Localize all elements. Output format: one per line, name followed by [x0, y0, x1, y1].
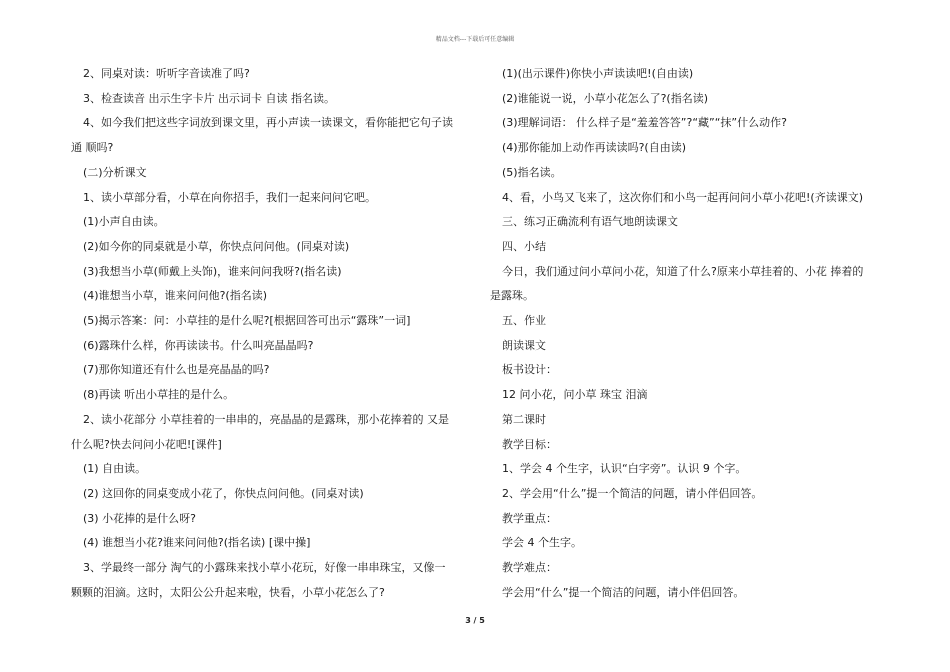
- text-line: 3、检查读音 出示生字卡片 出示词卡 自读 指名读。: [83, 91, 335, 105]
- text-line: (7)那你知道还有什么也是亮晶晶的吗?: [83, 363, 270, 377]
- text-line: (4)那你能加上动作再读读吗?(自由读): [502, 141, 687, 155]
- page-header: 精品文档---下载后可任意编辑: [435, 36, 515, 43]
- page-number: 3 / 5: [465, 616, 485, 625]
- text-line: 学会 4 个生字。: [502, 536, 582, 550]
- text-line: (3)理解词语： 什么样子是“羞羞答答”?“藏”“抹”什么动作?: [502, 116, 787, 130]
- left-column: [71, 62, 463, 605]
- text-line: 4、看，小鸟又飞来了，这次你们和小鸟一起再问问小草小花吧!(齐读课文): [502, 190, 863, 204]
- right-column: [490, 62, 882, 605]
- text-line: 今日，我们通过问小草问小花，知道了什么?原来小草挂着的、小花 捧着的: [502, 264, 864, 278]
- text-line: 教学重点：: [502, 511, 557, 525]
- text-line: 五、作业: [502, 314, 546, 328]
- text-line: 学会用“什么”提一个简洁的问题，请小伴侣回答。: [502, 585, 745, 599]
- text-line: (1) 自由读。: [83, 462, 147, 476]
- text-line: 是露珠。: [490, 289, 534, 303]
- text-line: 4、如今我们把这些字词放到课文里，再小声读一读课文，看你能把它句子读: [83, 116, 453, 130]
- text-line: (1)小声自由读。: [83, 215, 165, 229]
- text-line: 颗颗的泪滴。这时，太阳公公升起来啦，快看，小草小花怎么了?: [71, 585, 385, 599]
- text-line: (8)再读 听出小草挂的是什么。: [83, 388, 235, 402]
- text-line: (4) 谁想当小花?谁来问问他?(指名读) [课中操]: [83, 536, 311, 550]
- text-line: 四、小结: [502, 239, 546, 253]
- text-line: (2)谁能说一说，小草小花怎么了?(指名读): [502, 91, 709, 105]
- text-line: (5)指名读。: [502, 165, 562, 179]
- text-line: (3) 小花捧的是什么呀?: [83, 511, 196, 525]
- text-line: (4)谁想当小草，谁来问问他?(指名读): [83, 289, 268, 303]
- text-line: 第二课时: [502, 412, 546, 426]
- text-line: 教学目标：: [502, 437, 557, 451]
- text-line: 12 问小花，问小草 珠宝 泪滴: [502, 388, 648, 402]
- text-line: (3)我想当小草(师戴上头饰)，谁来问问我呀?(指名读): [83, 264, 342, 278]
- text-line: (2) 这回你的同桌变成小花了，你快点问问他。(同桌对读): [83, 486, 364, 500]
- text-line: (6)露珠什么样，你再读读书。什么叫亮晶晶吗?: [83, 338, 314, 352]
- text-line: 1、读小草部分看，小草在向你招手，我们一起来问问它吧。: [83, 190, 376, 204]
- text-line: 朗读课文: [502, 338, 546, 352]
- text-line: 教学难点：: [502, 561, 557, 575]
- text-line: (1)(出示课件)你快小声读读吧!(自由读): [502, 67, 694, 80]
- text-line: 3、学最终一部分 淘气的小露珠来找小草小花玩，好像一串串珠宝，又像一: [83, 561, 446, 575]
- text-line: (二)分析课文: [83, 165, 147, 179]
- text-line: 2、读小花部分 小草挂着的一串串的，亮晶晶的是露珠，那小花捧着的 又是: [83, 412, 449, 426]
- text-line: 1、学会 4 个生字，认识“白字旁”。认识 9 个字。: [502, 462, 747, 476]
- text-line: 2、同桌对读：听听字音读准了吗?: [83, 67, 250, 80]
- text-line: 通 顺吗?: [71, 141, 114, 155]
- text-line: 三、练习正确流利有语气地朗读课文: [502, 215, 678, 229]
- text-line: 2、学会用“什么”提一个简洁的问题，请小伴侣回答。: [502, 486, 763, 500]
- text-line: 板书设计：: [502, 363, 557, 377]
- text-line: 什么呢?快去问问小花吧![课件]: [71, 437, 222, 451]
- text-line: (5)揭示答案：问：小草挂的是什么呢?[根据回答可出示“露珠”一词]: [83, 314, 411, 328]
- text-line: (2)如今你的同桌就是小草，你快点问问他。(同桌对读): [83, 239, 350, 253]
